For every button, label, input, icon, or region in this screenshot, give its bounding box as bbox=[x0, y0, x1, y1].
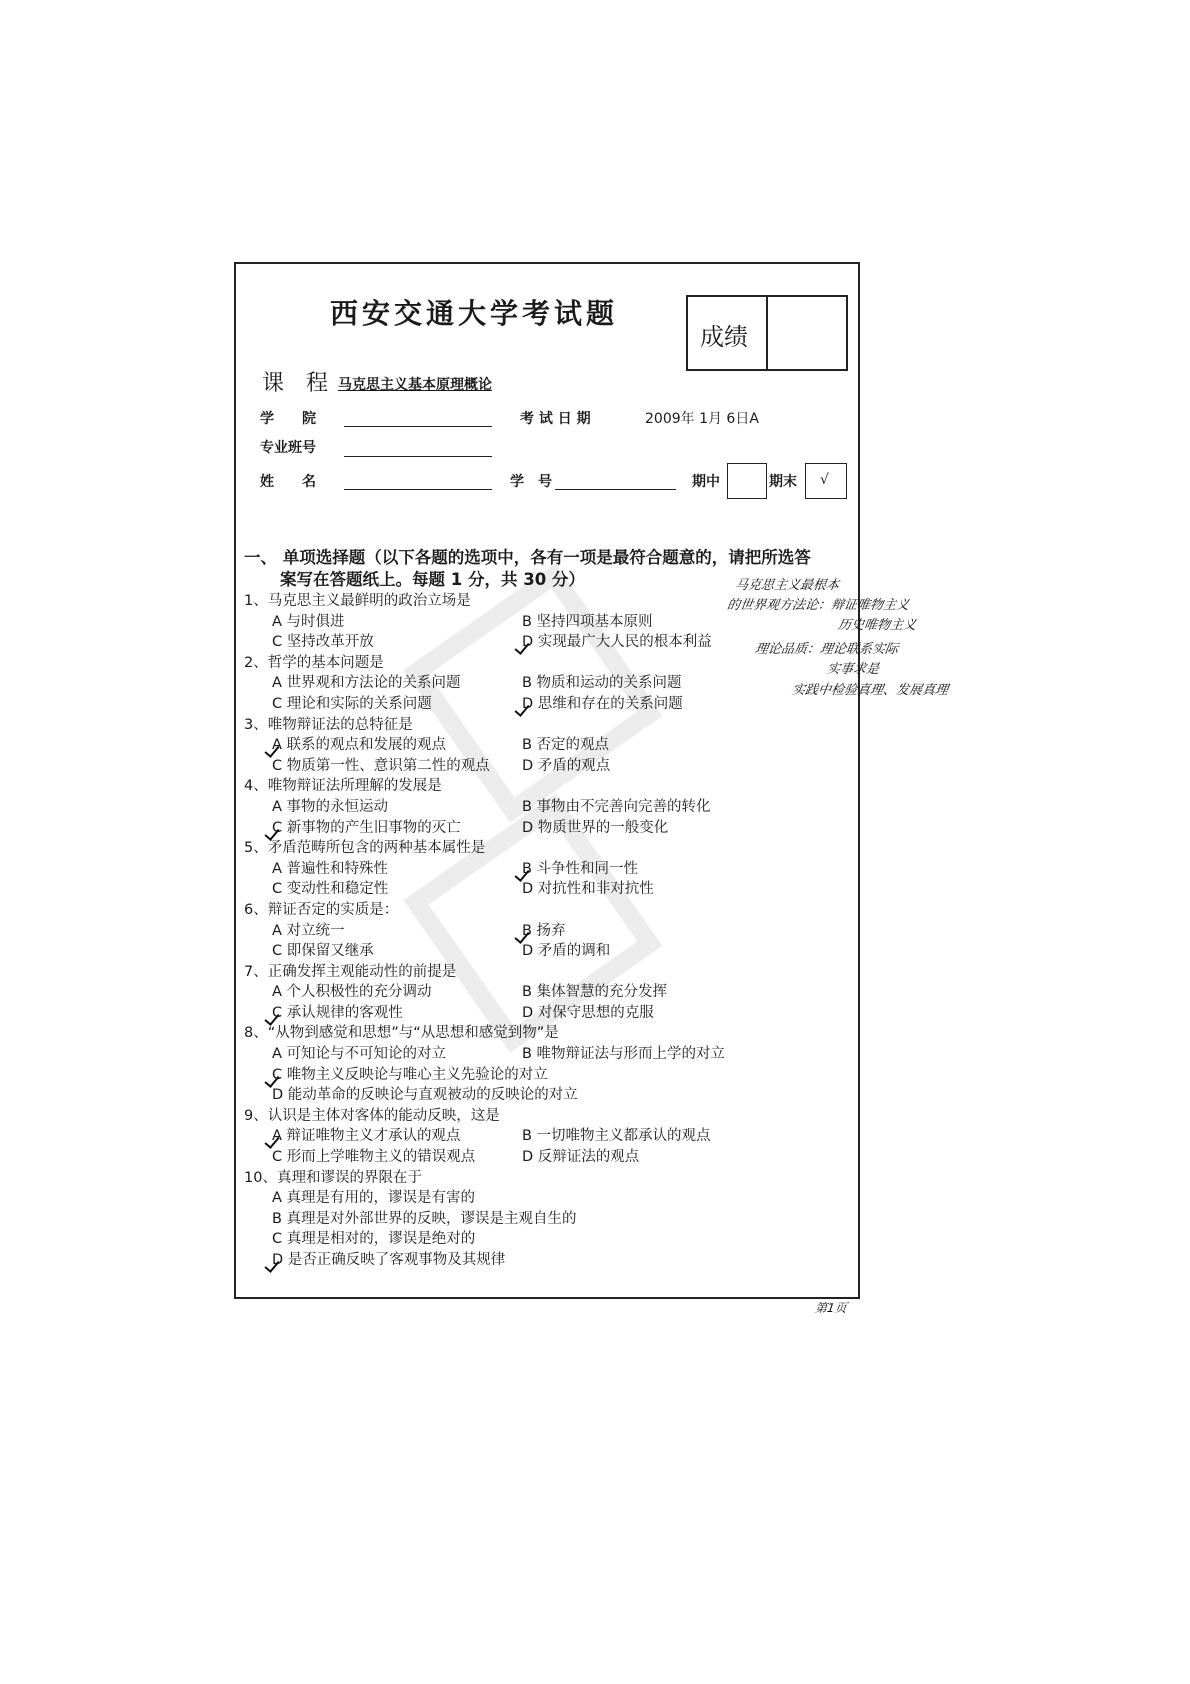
option-text: C 物质第一性、意识第二性的观点 bbox=[272, 757, 490, 774]
option-row bbox=[244, 1188, 864, 1209]
check-mark-icon bbox=[264, 1010, 279, 1026]
option-row bbox=[244, 1229, 864, 1250]
option-row bbox=[244, 1209, 864, 1230]
handwritten-note: 实事求是 bbox=[825, 662, 881, 677]
option-text: B 事物由不完善向完善的转化 bbox=[522, 798, 711, 815]
option-text: A 对立统一 bbox=[272, 922, 345, 939]
answer-option bbox=[522, 797, 711, 818]
option-row bbox=[244, 1085, 864, 1106]
handwritten-note: 历史唯物主义 bbox=[836, 618, 918, 633]
section-title: 一、 单项选择题（以下各题的选项中，各有一项是最符合题意的，请把所选答 bbox=[244, 548, 811, 567]
option-text: C 新事物的产生旧事物的灭亡 bbox=[272, 819, 461, 836]
option-text: D 思维和存在的关系问题 bbox=[522, 695, 683, 712]
score-label: 成绩 bbox=[700, 323, 748, 351]
answer-option bbox=[272, 1250, 505, 1271]
answer-option bbox=[272, 797, 388, 818]
option-row bbox=[244, 1044, 864, 1065]
option-row bbox=[244, 1126, 864, 1147]
answer-option bbox=[272, 756, 490, 777]
answer-option bbox=[272, 921, 345, 942]
final-box bbox=[805, 463, 847, 499]
option-row bbox=[244, 797, 864, 818]
question-stem: 2、哲学的基本问题是 bbox=[244, 654, 384, 671]
option-text: D 对保守思想的克服 bbox=[522, 1004, 654, 1021]
answer-option bbox=[522, 982, 667, 1003]
handwritten-note: 的世界观方法论：辩证唯物主义 bbox=[725, 598, 911, 613]
answer-option bbox=[272, 941, 374, 962]
option-row bbox=[244, 818, 864, 839]
option-row bbox=[244, 735, 864, 756]
answer-option bbox=[522, 632, 712, 653]
question-stem: 4、唯物辩证法所理解的发展是 bbox=[244, 778, 442, 795]
answer-option bbox=[272, 1147, 475, 1168]
option-text: B 扬弃 bbox=[522, 922, 566, 939]
page-note: 第1页 bbox=[814, 1301, 848, 1315]
option-text: C 真理是相对的，谬误是绝对的 bbox=[272, 1231, 476, 1248]
option-text: C 坚持改革开放 bbox=[272, 634, 374, 651]
option-text: A 事物的永恒运动 bbox=[272, 798, 389, 815]
option-text: B 集体智慧的充分发挥 bbox=[522, 984, 668, 1001]
answer-option bbox=[272, 1209, 577, 1230]
option-text: B 一切唯物主义都承认的观点 bbox=[522, 1128, 711, 1145]
exam-date-value: 2009年 1月 6日A bbox=[645, 411, 759, 427]
midterm-box bbox=[727, 463, 767, 499]
option-text: D 矛盾的调和 bbox=[522, 943, 611, 960]
answer-option bbox=[272, 694, 432, 715]
option-text: C 形而上学唯物主义的错误观点 bbox=[272, 1149, 476, 1166]
answer-option bbox=[272, 1229, 475, 1250]
option-text: A 与时俱进 bbox=[272, 613, 345, 630]
answer-option bbox=[522, 921, 566, 942]
question-stem: 10、真理和谬误的界限在于 bbox=[244, 1169, 422, 1186]
option-text: B 坚持四项基本原则 bbox=[522, 613, 653, 630]
answer-option bbox=[272, 1188, 475, 1209]
name-field bbox=[344, 489, 492, 490]
option-row bbox=[244, 673, 864, 694]
answer-option bbox=[522, 1147, 639, 1168]
answer-option bbox=[522, 1003, 654, 1024]
answer-option bbox=[272, 1044, 446, 1065]
option-row bbox=[244, 1065, 864, 1086]
option-text: D 反辩证法的观点 bbox=[522, 1149, 640, 1166]
answer-option bbox=[272, 1085, 578, 1106]
option-text: A 联系的观点和发展的观点 bbox=[272, 737, 447, 754]
option-text: D 是否正确反映了客观事物及其规律 bbox=[272, 1252, 506, 1268]
answer-option bbox=[272, 673, 461, 694]
option-text: A 个人积极性的充分调动 bbox=[272, 984, 432, 1001]
class-field bbox=[344, 456, 492, 457]
option-text: A 世界观和方法论的关系问题 bbox=[272, 675, 461, 692]
final-check-mark: √ bbox=[820, 472, 829, 488]
question-stem: 9、认识是主体对客体的能动反映，这是 bbox=[244, 1107, 500, 1124]
option-text: D 物质世界的一般变化 bbox=[522, 819, 669, 836]
question-stem: 8、“从物到感觉和思想”与“从思想和感觉到物”是 bbox=[244, 1025, 559, 1042]
option-row bbox=[244, 941, 864, 962]
final-label: 期末 bbox=[769, 474, 797, 490]
exam-title: 西安交通大学考试题 bbox=[330, 297, 619, 330]
answer-option bbox=[522, 879, 654, 900]
answer-option bbox=[272, 612, 345, 633]
option-row bbox=[244, 1250, 864, 1271]
option-text: D 矛盾的观点 bbox=[522, 757, 611, 774]
college-label: 学 院 bbox=[260, 411, 316, 427]
option-text: D 实现最广大人民的根本利益 bbox=[522, 634, 712, 651]
question-stem: 3、唯物辩证法的总特征是 bbox=[244, 716, 413, 733]
question-stem: 6、辩证否定的实质是： bbox=[244, 901, 399, 918]
student-id-field bbox=[555, 489, 676, 490]
question-stem: 5、矛盾范畴所包含的两种基本属性是 bbox=[244, 840, 486, 857]
answer-option bbox=[272, 632, 374, 653]
exam-date-label: 考 试 日 期 bbox=[520, 411, 591, 427]
midterm-label: 期中 bbox=[692, 474, 720, 490]
student-id-label: 学 号 bbox=[510, 474, 552, 490]
section-title-cont: 案写在答题纸上。每题 1 分，共 30 分） bbox=[280, 570, 585, 589]
answer-option bbox=[272, 818, 461, 839]
option-text: B 否定的观点 bbox=[522, 737, 610, 754]
answer-option bbox=[522, 1126, 711, 1147]
option-text: A 可知论与不可知论的对立 bbox=[272, 1046, 447, 1063]
score-divider bbox=[766, 297, 768, 369]
class-label: 专业班号 bbox=[260, 440, 316, 456]
course-name: 马克思主义基本原理概论 bbox=[338, 377, 492, 393]
option-text: C 理论和实际的关系问题 bbox=[272, 695, 432, 712]
name-label: 姓 名 bbox=[260, 474, 316, 490]
college-field bbox=[344, 426, 492, 427]
question-stem: 1、马克思主义最鲜明的政治立场是 bbox=[244, 593, 471, 609]
option-text: A 普遍性和特殊性 bbox=[272, 860, 389, 877]
option-text: A 辩证唯物主义才承认的观点 bbox=[272, 1128, 461, 1145]
option-text: B 斗争性和同一性 bbox=[522, 860, 639, 877]
answer-option bbox=[272, 1126, 461, 1147]
score-box bbox=[686, 295, 848, 371]
option-row bbox=[244, 859, 864, 880]
answer-option bbox=[272, 879, 388, 900]
answer-option bbox=[522, 694, 683, 715]
option-text: C 即保留又继承 bbox=[272, 943, 374, 960]
option-text: D 能动革命的反映论与直观被动的反映论的对立 bbox=[272, 1087, 578, 1104]
handwritten-note: 马克思主义最根本 bbox=[733, 578, 841, 593]
option-row bbox=[244, 921, 864, 942]
answer-option bbox=[522, 673, 682, 694]
answer-option bbox=[522, 818, 668, 839]
answer-option bbox=[522, 859, 638, 880]
option-text: B 物质和运动的关系问题 bbox=[522, 675, 682, 692]
option-text: C 承认规律的客观性 bbox=[272, 1004, 403, 1021]
answer-option bbox=[272, 982, 432, 1003]
question-stem: 7、正确发挥主观能动性的前提是 bbox=[244, 963, 457, 980]
option-row bbox=[244, 612, 864, 633]
answer-option bbox=[522, 612, 653, 633]
answer-option bbox=[272, 1065, 548, 1086]
option-row bbox=[244, 694, 864, 715]
answer-option bbox=[272, 1003, 403, 1024]
option-text: A 真理是有用的，谬误是有害的 bbox=[272, 1190, 476, 1207]
course-label: 课 程 bbox=[262, 371, 329, 396]
answer-option bbox=[522, 756, 610, 777]
answer-option bbox=[522, 735, 609, 756]
answer-option bbox=[522, 941, 610, 962]
handwritten-note: 实践中检验真理、发展真理 bbox=[790, 683, 950, 698]
option-row bbox=[244, 1003, 864, 1024]
option-text: B 真理是对外部世界的反映，谬误是主观自生的 bbox=[272, 1210, 577, 1227]
option-row bbox=[244, 879, 864, 900]
question-list bbox=[244, 591, 864, 1271]
option-text: C 变动性和稳定性 bbox=[272, 881, 389, 898]
option-text: B 唯物辩证法与形而上学的对立 bbox=[522, 1046, 726, 1063]
option-text: D 对抗性和非对抗性 bbox=[522, 881, 654, 898]
answer-option bbox=[272, 859, 388, 880]
handwritten-note: 理论品质：理论联系实际 bbox=[753, 642, 900, 657]
option-row bbox=[244, 982, 864, 1003]
option-text: C 唯物主义反映论与唯心主义先验论的对立 bbox=[272, 1066, 548, 1083]
answer-option bbox=[522, 1044, 725, 1065]
option-row bbox=[244, 756, 864, 777]
answer-option bbox=[272, 735, 446, 756]
option-row bbox=[244, 1147, 864, 1168]
